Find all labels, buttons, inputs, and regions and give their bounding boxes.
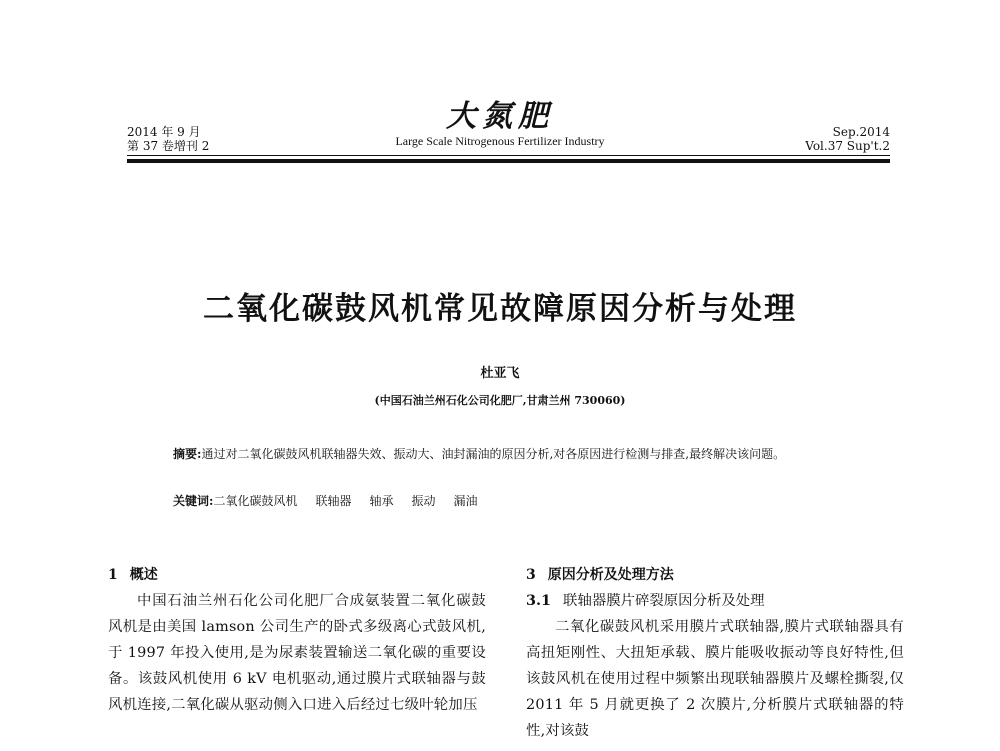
subsection-heading-coupling [526,588,904,614]
left-column [108,562,486,718]
section-heading-analysis [526,562,904,588]
keyword: 漏油 [453,494,478,508]
journal-name-en: Large Scale Nitrogenous Fertilizer Industry [395,134,605,148]
keyword: 二氧化碳鼓风机 [213,494,298,508]
section-number: 3 [526,567,536,583]
keyword: 联轴器 [315,494,352,508]
right-column [526,562,904,744]
section-number: 1 [108,567,118,583]
keywords [173,493,496,509]
issue-date-cn: 2014 年 9 月 [127,125,201,139]
keywords-label: 关键词: [173,494,214,508]
header-rule-thin [127,155,890,156]
header-rule-thick [127,159,890,163]
section-title: 概述 [129,567,158,583]
issue-date-en: Sep.2014 [832,125,890,139]
abstract [145,443,890,465]
abstract-text: 通过对二氧化碳鼓风机联轴器失效、振动大、油封漏油的原因分析,对各原因进行检测与排查,最终解决该问题。 [201,447,786,461]
journal-masthead [300,100,700,148]
author-name: 杜亚飞 [480,366,520,381]
article-title: 二氧化碳鼓风机常见故障原因分析与处理 [203,291,797,327]
keyword: 轴承 [369,494,394,508]
volume-cn: 第 37 卷增刊 2 [127,139,210,153]
journal-logo-cn: 大氮肥 [446,99,554,134]
issue-date-block [127,125,209,153]
coupling-paragraph: 二氧化碳鼓风机采用膜片式联轴器,膜片式联轴器具有高扭矩刚性、大扭矩承载、膜片能吸收振动等良好特性,但该鼓风机在使用过程中频繁出现联轴器膜片及螺栓撕裂,仅 2011 年 5 月就更换了 2 次膜片,分析膜片式联轴器的特性,对该鼓 [526,619,904,739]
abstract-label: 摘要: [173,447,202,461]
volume-en: Vol.37 Sup't.2 [805,139,890,153]
issue-info-en [805,125,890,153]
section-title: 原因分析及处理方法 [547,567,674,583]
keyword: 振动 [411,494,436,508]
overview-paragraph: 中国石油兰州石化公司化肥厂合成氨装置二氧化碳鼓风机是由美国 lamson 公司生产的卧式多级离心式鼓风机,于 1997 年投入使用,是为尿素装置输送二氧化碳的重要设备。该鼓风机使用 6 kV 电机驱动,通过膜片式联轴器与鼓风机连接,二氧化碳从驱动侧入口进入后经过七级叶轮加压 [108,593,486,713]
subsection-number: 3.1 [526,592,552,609]
section-heading-overview [108,562,486,588]
author-affiliation: (中国石油兰州石化公司化肥厂,甘肃兰州 730060) [374,394,626,407]
subsection-title: 联轴器膜片碎裂原因分析及处理 [563,593,765,609]
